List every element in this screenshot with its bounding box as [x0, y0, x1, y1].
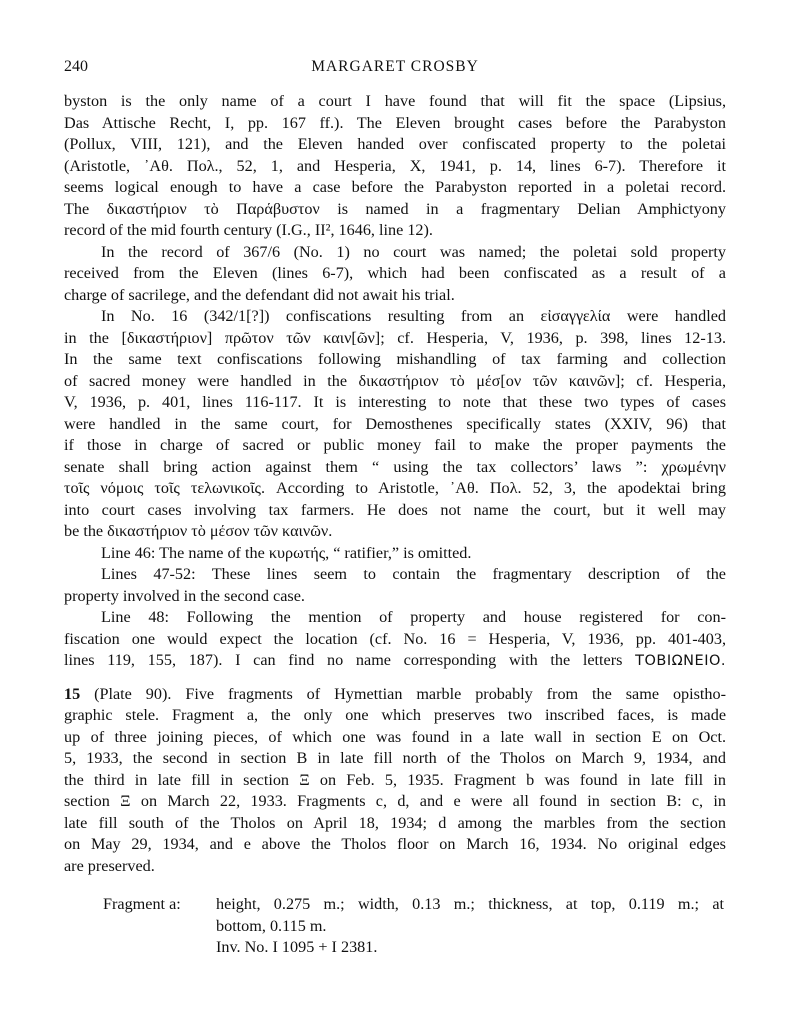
text-fragment: (Plate 90). Five fragments of Hymettian marble probably from the same opistho- — [80, 684, 726, 703]
text-line: record of the mid fourth century (I.G., II², 1646, line 12). — [64, 221, 433, 239]
text-line: In the same text confiscations following mishandling of tax farming and collection — [64, 350, 726, 368]
entry-number: 15 — [64, 684, 81, 703]
text-line: Das Attische Recht, I, pp. 167 ff.). The Eleven brought cases before the Parabyston — [64, 113, 726, 132]
text-line: late fill south of the Tholos on April 18, 1934; d among the marbles from the section — [64, 813, 726, 832]
fragment-text: height, 0.275 m.; width, 0.13 m.; thickness, at top, 0.119 m.; at — [216, 895, 724, 913]
fragment-row — [64, 894, 726, 916]
text-line: section Ξ on March 22, 1933. Fragments c, d, and e were all found in section B: c, in — [64, 792, 726, 810]
spacer — [64, 672, 726, 684]
text-line: were handled in the same court, for Demosthenes specifically states (XXIV, 96) that — [64, 414, 726, 433]
text-line: (Aristotle, ᾿Αθ. Πολ., 52, 1, and Hesperia, X, 1941, p. 14, lines 6-7). Therefore it — [64, 156, 726, 175]
text-line: if those in charge of sacred or public money fail to make the proper payments the — [64, 436, 726, 454]
text-line: graphic stele. Fragment a, the only one which preserves two inscribed faces, is made — [64, 706, 726, 724]
page-header — [64, 58, 726, 80]
running-head: MARGARET CROSBY — [311, 58, 479, 75]
text-line: Lines 47-52: These lines seem to contain the fragmentary description of the — [101, 565, 726, 583]
text-line: In No. 16 (342/1[?]) confiscations resulting from an εἰσαγγελία were handled — [101, 307, 726, 325]
fragment-row: bottom, 0.115 m. — [216, 916, 327, 935]
text-line: Line 48: Following the mention of property and house registered for con- — [101, 608, 726, 626]
text-line: 5, 1933, the second in section B in late fill north of the Tholos on March 9, 1934, and — [64, 749, 726, 767]
text-line: in the [δικαστήριον] πρῶτον τῶν καιν[ῶν]; cf. Hesperia, V, 1936, p. 398, lines 12-13. — [64, 328, 726, 347]
text-line: are preserved. — [64, 856, 155, 875]
text-line: τοῖς νόμοις τοῖς τελωνικοῖς. According to Aristotle, ᾿Αθ. Πολ. 52, 3, the apodektai bring — [64, 479, 726, 497]
text-line: of sacred money were handled in the δικαστήριον τὸ μέσ[ον τῶν καινῶν]; cf. Hesperia, — [64, 371, 726, 390]
text-line: up of three joining pieces, of which one was found in a late wall in section E on Oct. — [64, 727, 726, 746]
text-line: into court cases involving tax farmers. He does not name the court, but it well may — [64, 500, 726, 519]
text-line: (Pollux, VIII, 121), and the Eleven handed over confiscated property to the poletai — [64, 135, 726, 153]
text-line: byston is the only name of a court I have found that will fit the space (Lipsius, — [64, 92, 726, 110]
text-line: property involved in the second case. — [64, 586, 305, 605]
text-line: the third in late fill in section Ξ on Feb. 5, 1935. Fragment b was found in late fill in — [64, 770, 726, 789]
main-text — [64, 91, 726, 959]
text-fragment: lines 119, 155, 187). I can find no name corresponding with the letters — [64, 651, 623, 669]
text-line: on May 29, 1934, and e above the Tholos floor on March 16, 1934. No original edges — [64, 835, 726, 853]
text-line: V, 1936, p. 401, lines 116-117. It is interesting to note that these two types of cases — [64, 393, 726, 411]
text-line — [64, 684, 726, 706]
text-line: In the record of 367/6 (No. 1) no court was named; the poletai sold property — [101, 242, 726, 261]
inscription-letters: ΤΟΒΙΩΝΕΙΟ. — [635, 653, 726, 669]
page-number: 240 — [64, 58, 88, 75]
text-line: seems logical enough to have a case before the Parabyston reported in a poletai record. — [64, 178, 726, 196]
text-line: charge of sacrilege, and the defendant did not await his trial. — [64, 285, 455, 304]
text-line: be the δικαστήριον τὸ μέσον τῶν καινῶν. — [64, 522, 333, 540]
text-line: senate shall bring action against them “ using the tax collectors’ laws ”: χρωμένην — [64, 457, 726, 476]
fragment-row: Inv. No. I 1095 + I 2381. — [216, 938, 378, 956]
text-line: received from the Eleven (lines 6-7), which had been confiscated as a result of a — [64, 264, 726, 282]
text-line: Line 46: The name of the κυρωτής, “ ratifier,” is omitted. — [101, 543, 472, 562]
spacer — [64, 877, 726, 894]
text-line: fiscation one would expect the location (cf. No. 16 = Hesperia, V, 1936, pp. 401-403, — [64, 629, 726, 648]
fragment-label: Fragment a: — [103, 895, 181, 913]
text-line — [64, 650, 726, 672]
text-line: The δικαστήριον τὸ Παράβυστον is named in a fragmentary Delian Amphictyony — [64, 199, 726, 218]
